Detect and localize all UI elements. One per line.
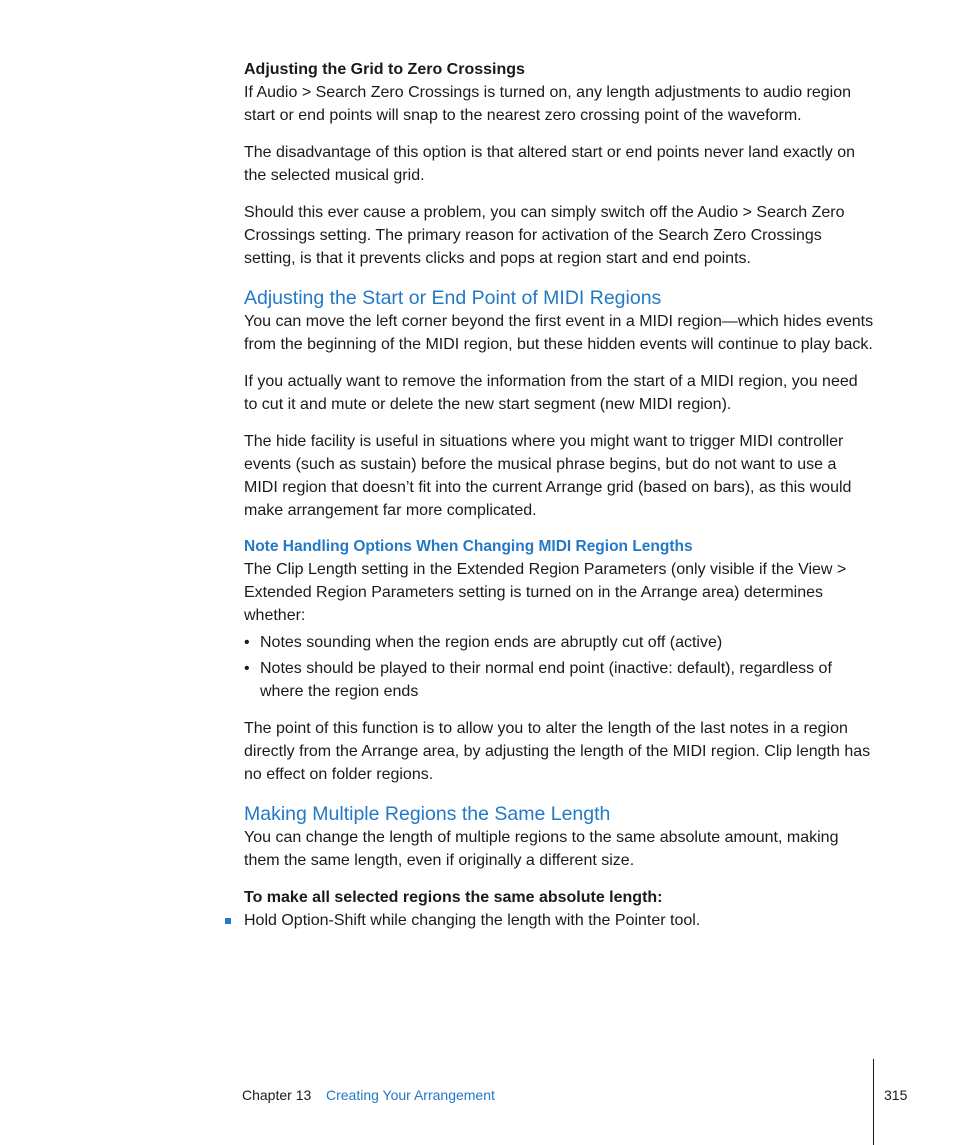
paragraph: If you actually want to remove the information from the start of a MIDI region, you need to cut it and mute or delete the new start segment (new MIDI region).: [244, 373, 858, 413]
bullet-marker: •: [244, 634, 250, 651]
list-item: [244, 657, 874, 703]
page-content: [244, 58, 874, 932]
bullet-marker: •: [244, 660, 250, 677]
paragraph: The hide facility is useful in situations where you might want to trigger MIDI controller events (such as sustain) before the musical phrase begins, but do not want to use a MIDI region that doesn’t fit into the current Arrange grid (based on bars), as this would make arrangement far more complicated.: [244, 433, 852, 519]
section-heading-midi-start-end: Adjusting the Start or End Point of MIDI Regions: [244, 287, 662, 309]
task-step-text: Hold Option-Shift while changing the length with the Pointer tool.: [244, 912, 701, 929]
bullet-list: [244, 631, 874, 703]
page-number: 315: [884, 1087, 908, 1103]
paragraph: You can move the left corner beyond the first event in a MIDI region—which hides events from the beginning of the MIDI region, but these hidden events will continue to play back.: [244, 313, 874, 353]
subsection-heading-note-handling: Note Handling Options When Changing MIDI Region Lengths: [244, 538, 693, 555]
list-item: [244, 631, 874, 654]
paragraph: The disadvantage of this option is that altered start or end points never land exactly on the selected musical grid.: [244, 144, 856, 184]
paragraph: If Audio > Search Zero Crossings is turned on, any length adjustments to audio region start or end points will snap to the nearest zero crossing point of the waveform.: [244, 84, 852, 124]
paragraph: Should this ever cause a problem, you can simply switch off the Audio > Search Zero Crossings setting. The primary reason for activation of the Search Zero Crossings setting, is that it prevents clicks and pops at region start and end points.: [244, 204, 845, 267]
footer-divider: [873, 1059, 874, 1145]
section-heading-same-length: Making Multiple Regions the Same Length: [244, 803, 611, 825]
list-item-text: Notes sounding when the region ends are abruptly cut off (active): [260, 634, 723, 651]
paragraph: The Clip Length setting in the Extended Region Parameters (only visible if the View > Extended Region Parameters setting is turned on in the Arrange area) determines whether:: [244, 561, 847, 624]
subsection-heading-zero-crossings: Adjusting the Grid to Zero Crossings: [244, 61, 525, 78]
footer-chapter-label: Chapter 13: [242, 1087, 312, 1103]
task-heading: To make all selected regions the same absolute length:: [244, 889, 663, 906]
task-bullet-square-icon: [225, 918, 231, 924]
task-step: [244, 909, 874, 932]
footer-chapter-title: Creating Your Arrangement: [326, 1087, 495, 1103]
paragraph: You can change the length of multiple regions to the same absolute amount, making them the same length, even if originally a different size.: [244, 829, 839, 869]
paragraph: The point of this function is to allow you to alter the length of the last notes in a region directly from the Arrange area, by adjusting the length of the MIDI region. Clip length has no effect on folder regions.: [244, 720, 871, 783]
list-item-text: Notes should be played to their normal end point (inactive: default), regardless of where the region ends: [260, 660, 832, 700]
page-footer: [0, 1085, 954, 1125]
